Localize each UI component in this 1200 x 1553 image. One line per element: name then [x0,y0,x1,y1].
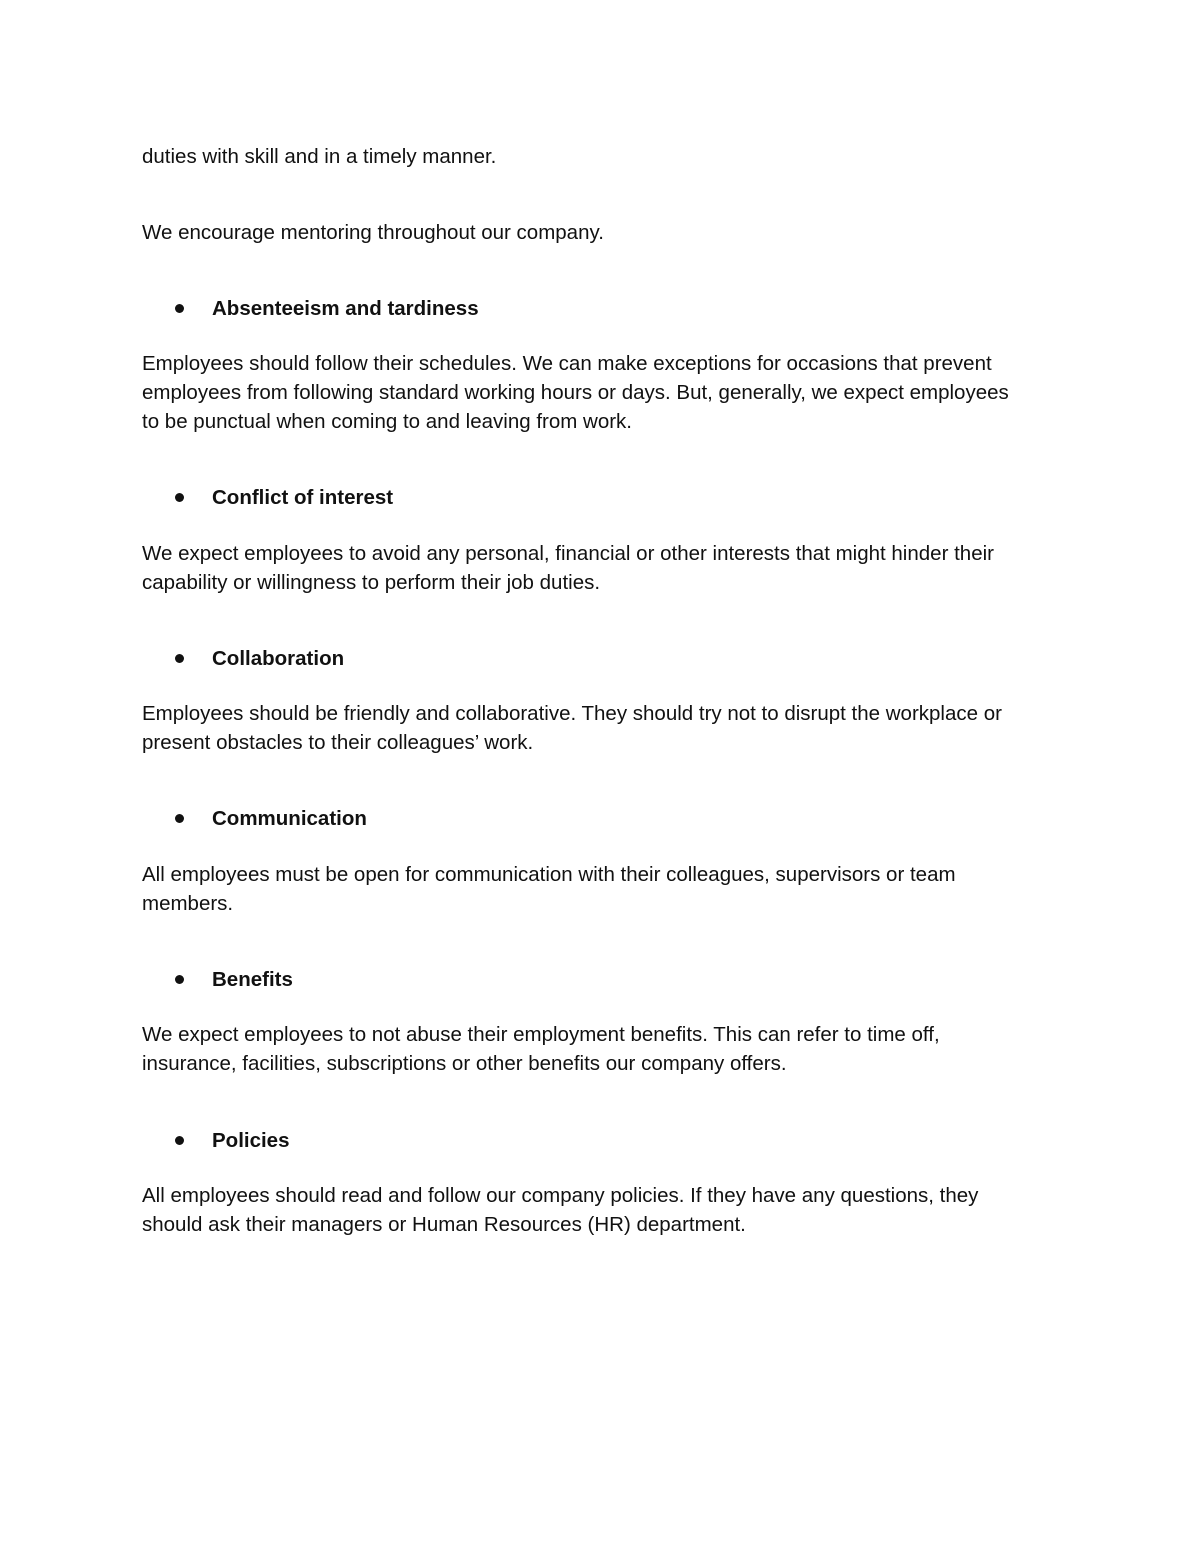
section-heading-text: Collaboration [212,647,345,670]
section-heading-absenteeism [142,294,1072,323]
section-body-communication: All employees must be open for communication with their colleagues, supervisors or team members. [142,863,956,915]
section-heading-text: Conflict of interest [212,486,394,509]
section-heading-text: Policies [212,1129,290,1152]
bullet-icon [175,814,184,823]
intro-mentoring-text: We encourage mentoring throughout our company. [142,221,604,244]
section-heading-benefits [142,965,1072,994]
section-body-absenteeism: Employees should follow their schedules. We can make exceptions for occasions that prevent employees from following standard working hours or days. But, generally, we expect employees to be punctual when coming to and leaving from work. [142,352,1009,433]
bullet-icon [175,975,184,984]
section-heading-collaboration [142,644,1072,673]
section-heading-text: Benefits [212,968,293,991]
section-body-benefits: We expect employees to not abuse their employment benefits. This can refer to time off, insurance, facilities, subscriptions or other benefits our company offers. [142,1023,940,1075]
intro-continuation-text: duties with skill and in a timely manner. [142,145,497,168]
section-heading-policies [142,1126,1072,1155]
bullet-icon [175,654,184,663]
section-body-collaboration: Employees should be friendly and collaborative. They should try not to disrupt the workplace or present obstacles to their colleagues’ work. [142,702,1002,754]
bullet-icon [175,304,184,313]
bullet-icon [175,1136,184,1145]
section-heading-text: Absenteeism and tardiness [212,297,479,320]
bullet-icon [175,493,184,502]
section-body-conflict-of-interest: We expect employees to avoid any personal, financial or other interests that might hinder their capability or willingness to perform their job duties. [142,542,994,594]
section-heading-conflict-of-interest [142,483,1072,512]
section-body-policies: All employees should read and follow our company policies. If they have any questions, they should ask their managers or Human Resources (HR) department. [142,1184,979,1236]
section-heading-text: Communication [212,807,367,830]
section-heading-communication [142,804,1072,833]
